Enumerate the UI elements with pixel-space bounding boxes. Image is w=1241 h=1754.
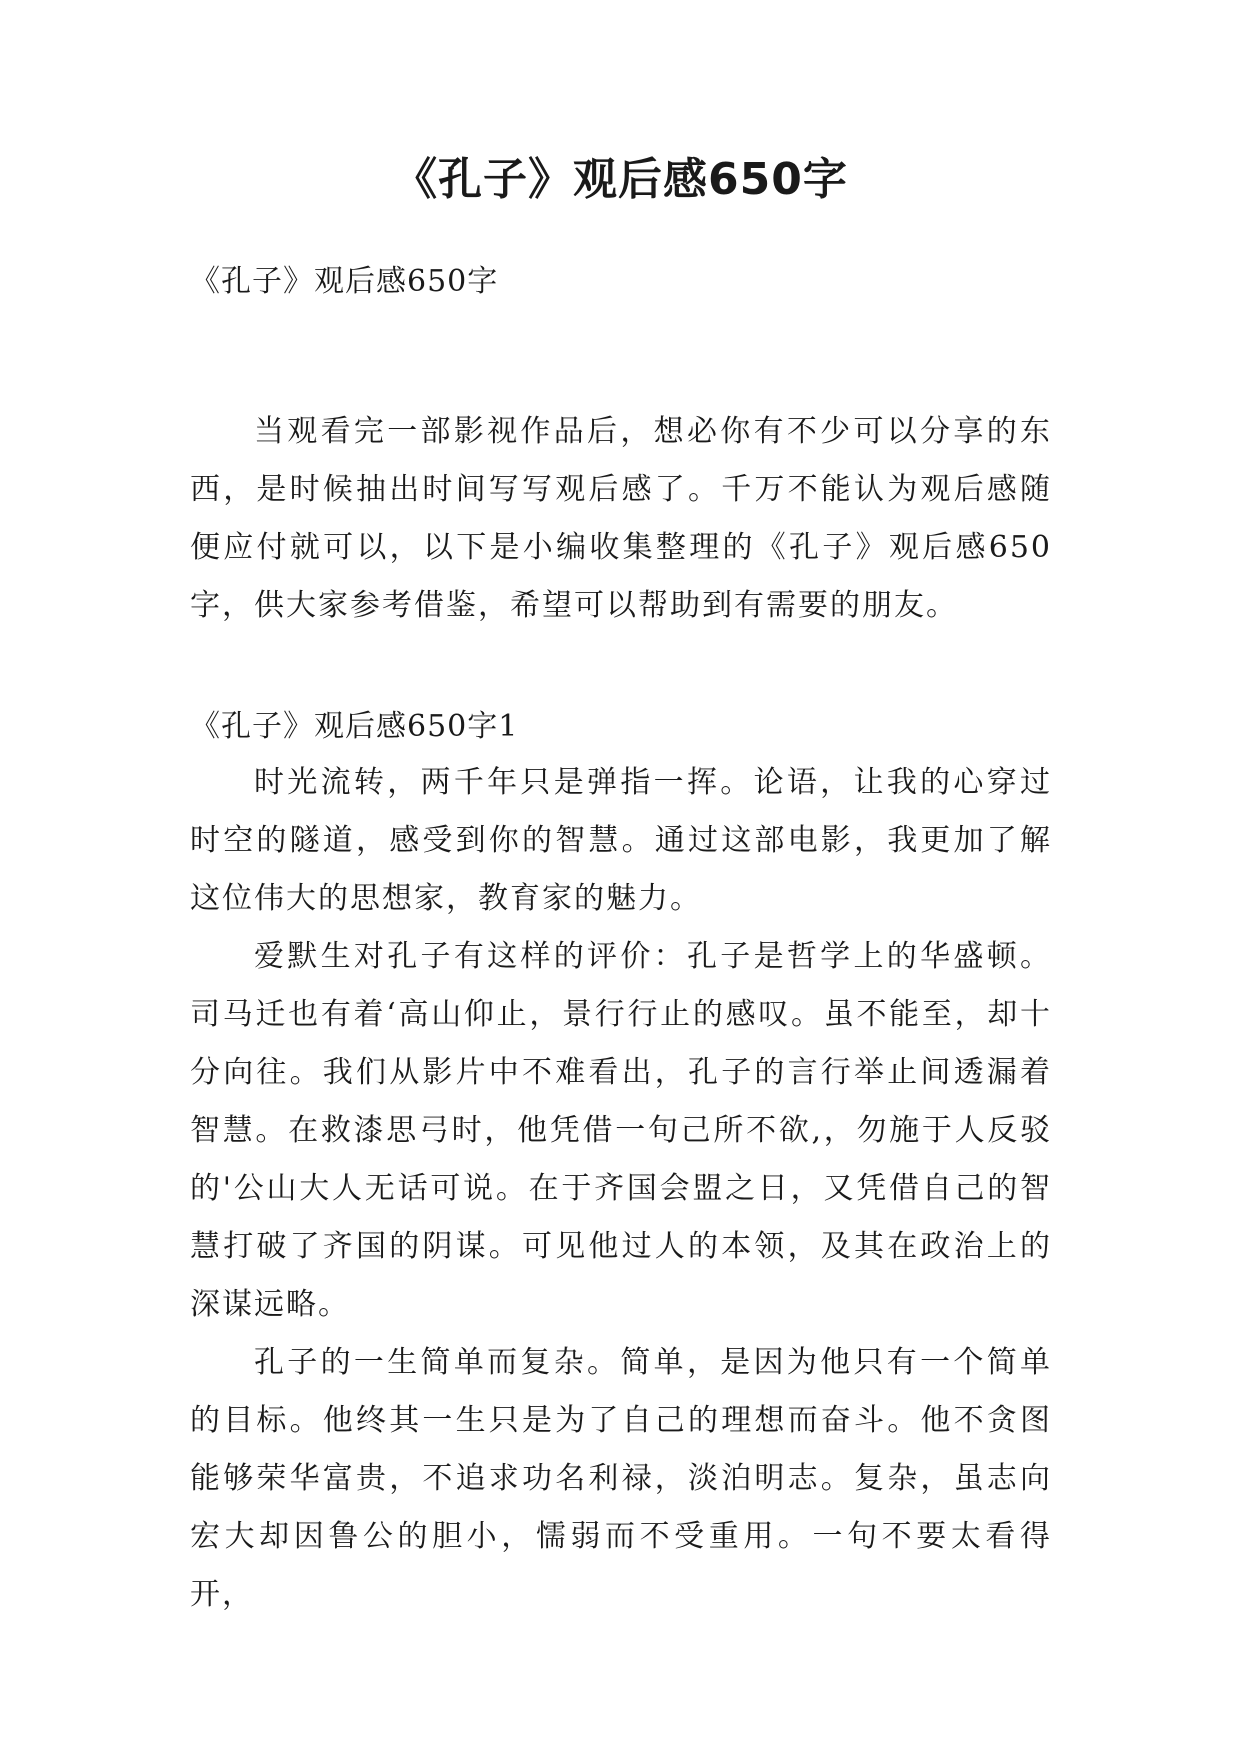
- body-paragraph-1: 时光流转，两千年只是弹指一挥。论语，让我的心穿过时空的隧道，感受到你的智慧。通过这部电影，我更加了解这位伟大的思想家，教育家的魅力。: [190, 765, 1052, 916]
- document-subtitle: 《孔子》观后感650字: [190, 264, 499, 299]
- body-paragraph-3: 孔子的一生简单而复杂。简单，是因为他只有一个简单的目标。他终其一生只是为了自己的理想而奋斗。他不贪图能够荣华富贵，不追求功名利禄，淡泊明志。复杂，虽志向宏大却因鲁公的胆小，懦弱而不受重用。一句不要太看得开，: [190, 1345, 1052, 1612]
- intro-paragraph: 当观看完一部影视作品后，想必你有不少可以分享的东西，是时候抽出时间写写观后感了。千万不能认为观后感随便应付就可以，以下是小编收集整理的《孔子》观后感650字，供大家参考借鉴，希望可以帮助到有需要的朋友。: [190, 414, 1052, 623]
- document-title: 《孔子》观后感650字: [393, 154, 848, 205]
- section-heading: 《孔子》观后感650字1: [190, 709, 519, 744]
- intro-block: [190, 403, 1052, 635]
- body-paragraph-2: 爱默生对孔子有这样的评价：孔子是哲学上的华盛顿。司马迁也有着‘高山仰止，景行行止的感叹。虽不能至，却十分向往。我们从影片中不难看出，孔子的言行举止间透漏着智慧。在救漆思弓时，他凭借一句己所不欲,，勿施于人反驳的'公山大人无话可说。在于齐国会盟之日，又凭借自己的智慧打破了齐国的阴谋。可见他过人的本领，及其在政治上的深谋远略。: [190, 939, 1052, 1322]
- essay-body: [190, 754, 1052, 1624]
